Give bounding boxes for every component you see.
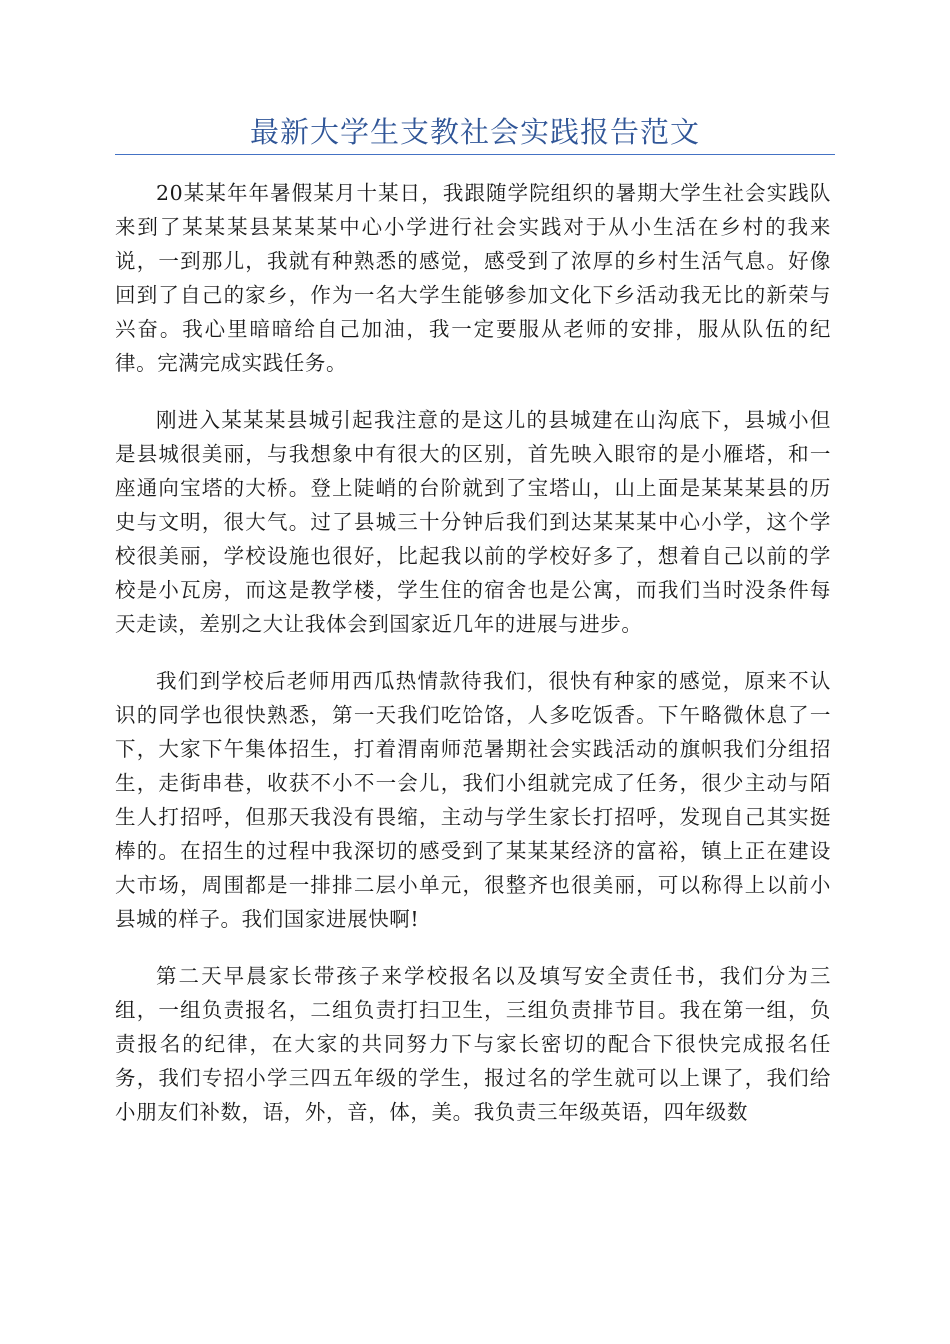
- paragraph: 我们到学校后老师用西瓜热情款待我们，很快有种家的感觉，原来不认识的同学也很快熟悉，第一天我们吃饸饹，人多吃饭香。下午略微休息了一下，大家下午集体招生，打着渭南师范暑期社会实践活动的旗帜我们分组招生，走街串巷，收获不小不一会儿，我们小组就完成了任务，很少主动与陌生人打招呼，但那天我没有畏缩，主动与学生家长打招呼，发现自己其实挺棒的。在招生的过程中我深切的感受到了某某某经济的富裕，镇上正在建设大市场，周围都是一排排二层小单元，很整齐也很美丽，可以称得上以前小县城的样子。我们国家进展快啊!: [115, 669, 831, 931]
- paragraph: 刚进入某某某县城引起我注意的是这儿的县城建在山沟底下，县城小但是县城很美丽，与我想象中有很大的区别，首先映入眼帘的是小雁塔，和一座通向宝塔的大桥。登上陡峭的台阶就到了宝塔山，山上面是某某某县的历史与文明，很大气。过了县城三十分钟后我们到达某某某中心小学，这个学校很美丽，学校设施也很好，比起我以前的学校好多了，想着自己以前的学校是小瓦房，而这是教学楼，学生住的宿舍也是公寓，而我们当时没条件每天走读，差别之大让我体会到国家近几年的进展与进步。: [115, 408, 831, 636]
- document-body: [115, 176, 831, 1152]
- title-underline: [115, 154, 835, 155]
- paragraph: 20某某年年暑假某月十某日，我跟随学院组织的暑期大学生社会实践队来到了某某某县某某某中心小学进行社会实践对于从小生活在乡村的我来说，一到那儿，我就有种熟悉的感觉，感受到了浓厚的乡村生活气息。好像回到了自己的家乡，作为一名大学生能够参加文化下乡活动我无比的新荣与兴奋。我心里暗暗给自己加油，我一定要服从老师的安排，服从队伍的纪律。完满完成实践任务。: [115, 181, 831, 375]
- paragraph: 第二天早晨家长带孩子来学校报名以及填写安全责任书，我们分为三组，一组负责报名，二组负责打扫卫生，三组负责排节目。我在第一组，负责报名的纪律，在大家的共同努力下与家长密切的配合下很快完成报名任务，我们专招小学三四五年级的学生，报过名的学生就可以上课了，我们给小朋友们补数，语，外，音，体，美。我负责三年级英语，四年级数: [115, 964, 831, 1124]
- page-title: 最新大学生支教社会实践报告范文: [249, 115, 700, 149]
